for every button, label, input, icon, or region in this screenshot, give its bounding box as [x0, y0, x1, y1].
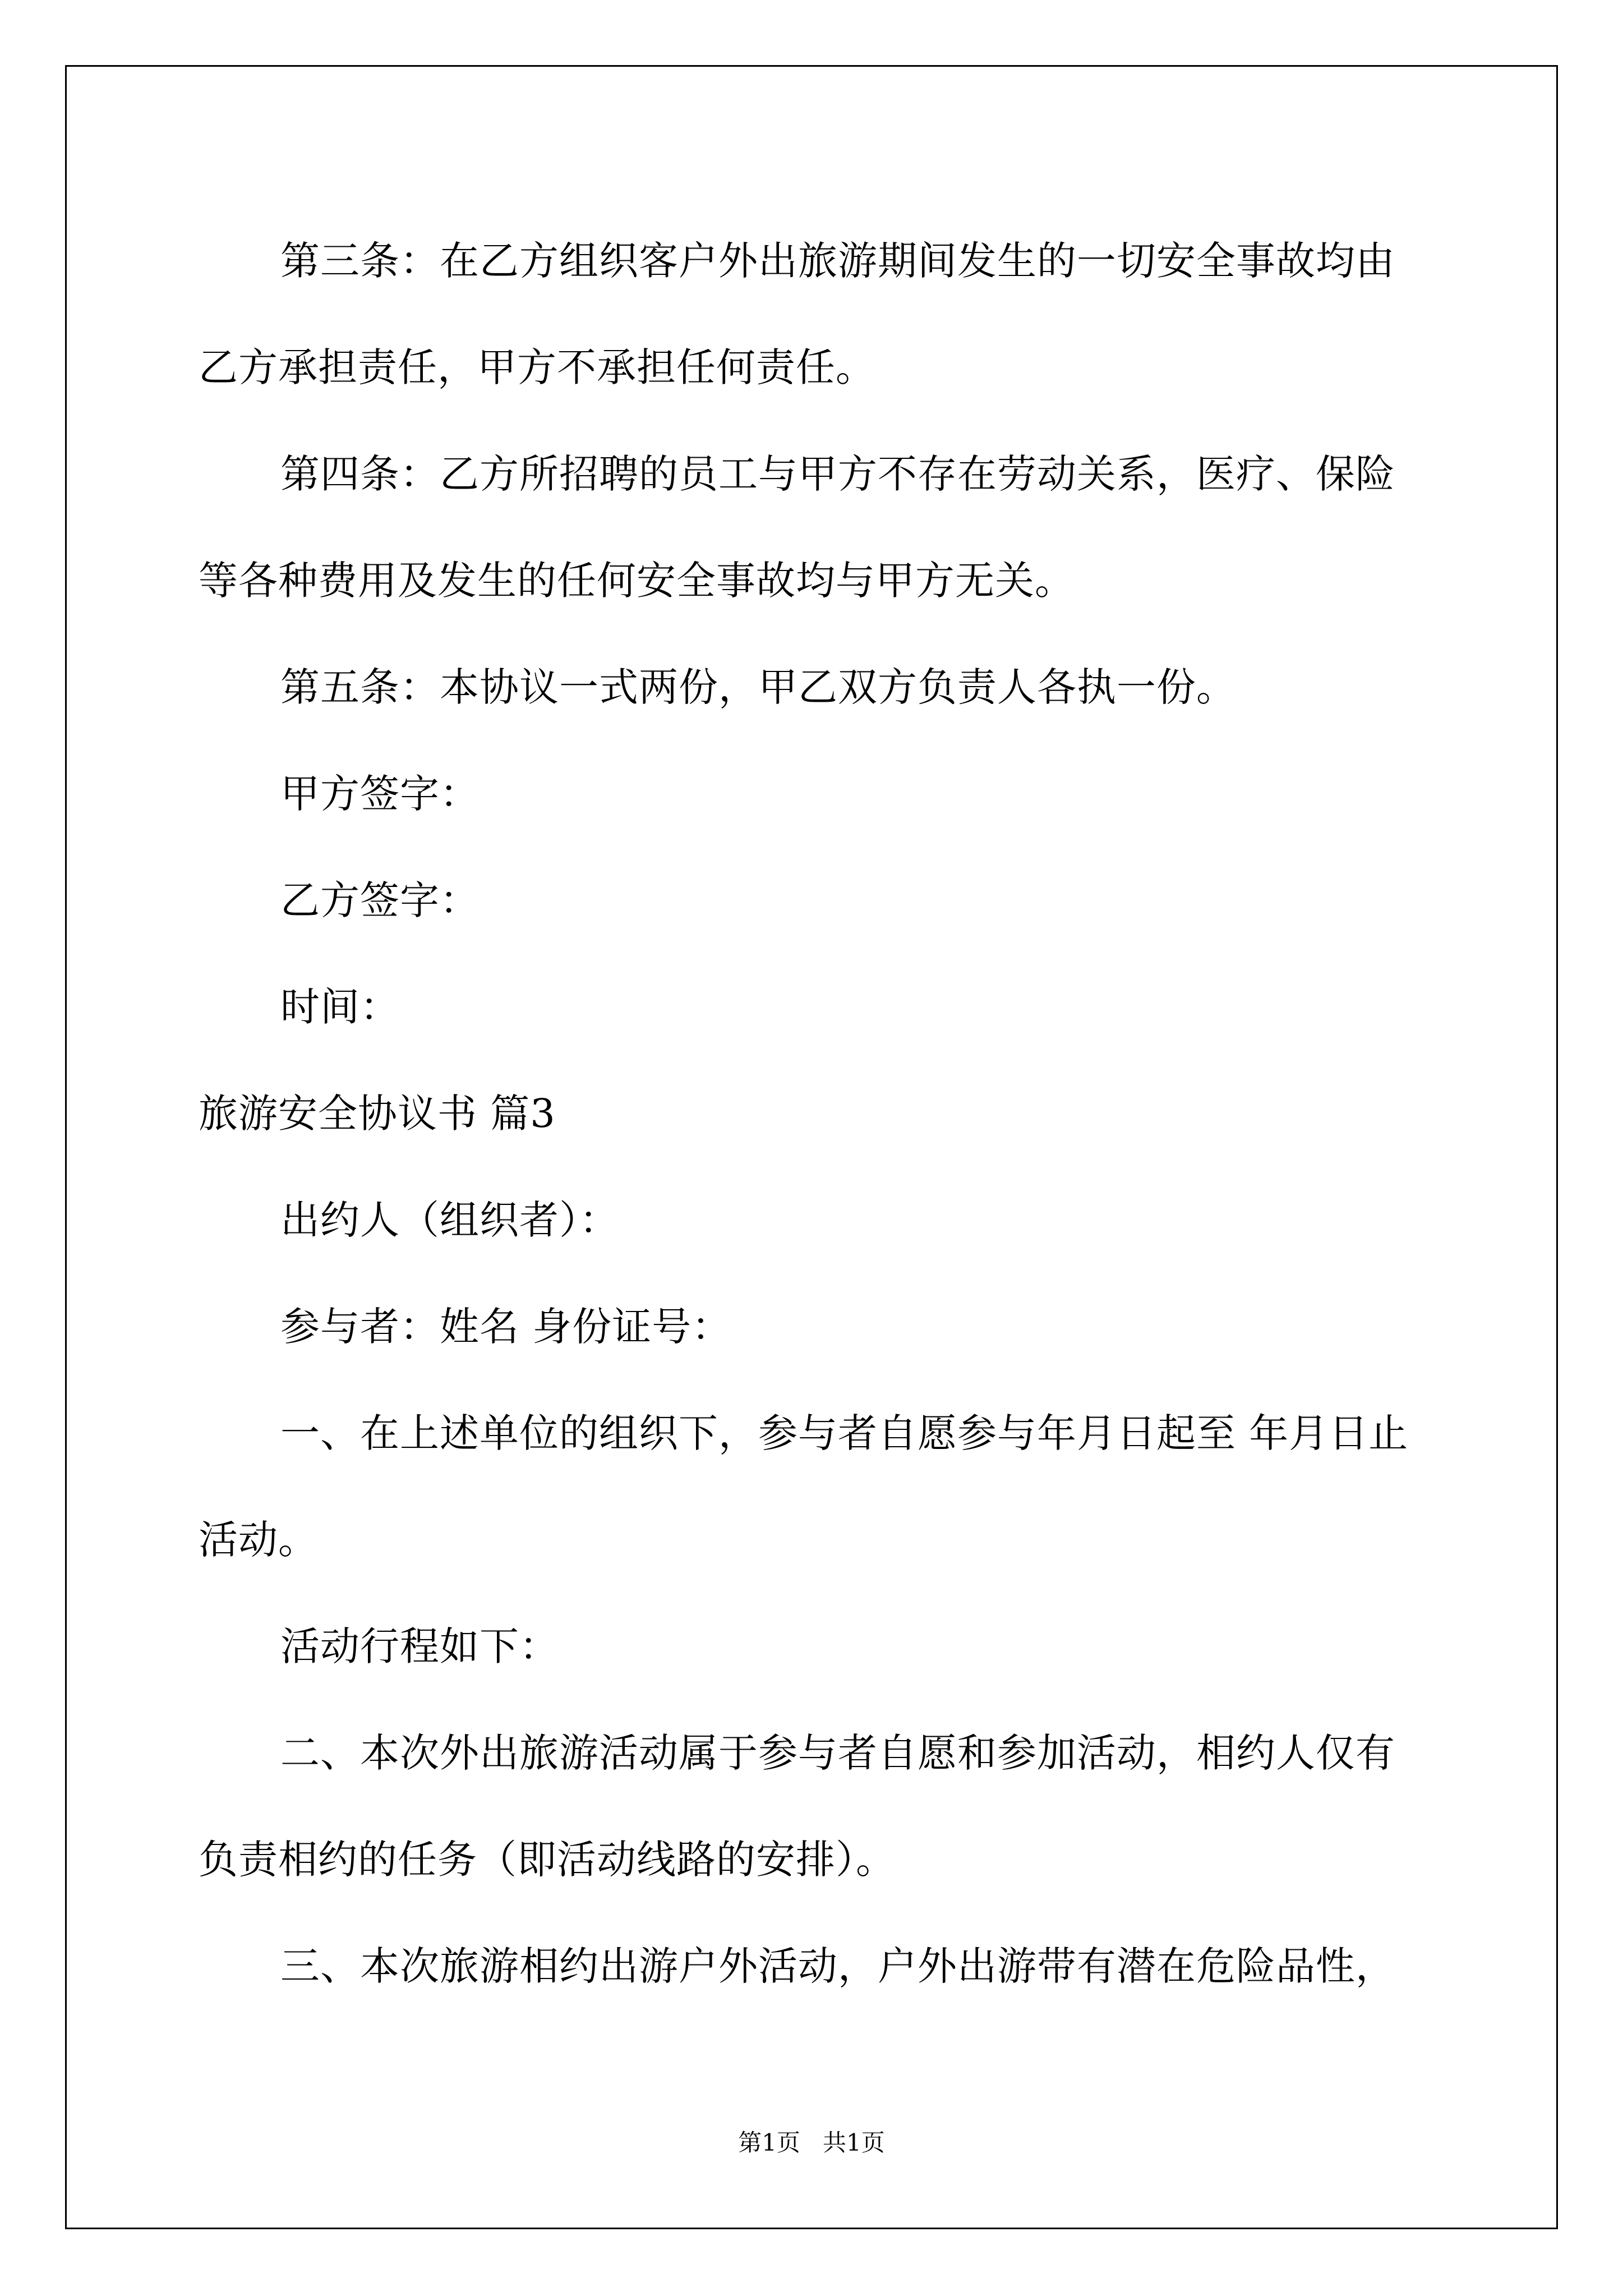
clause-3: 三、本次旅游相约出游户外活动，户外出游带有潜在危险品性， [280, 1943, 1395, 1989]
paragraph-article-3-cont: 乙方承担责任，甲方不承担任何责任。 [199, 344, 875, 390]
paragraph-article-5: 第五条：本协议一式两份，甲乙双方负责人各执一份。 [280, 664, 1236, 710]
organizer-line: 出约人（组织者）： [280, 1197, 619, 1243]
participant-line: 参与者：姓名 身份证号： [280, 1304, 732, 1350]
paragraph-article-4-cont: 等各种费用及发生的任何安全事故均与甲方无关。 [199, 558, 1075, 604]
clause-1: 一、在上述单位的组织下，参与者自愿参与年月日起至 年月日止 [280, 1410, 1409, 1456]
document-body [199, 208, 1427, 2019]
clause-2: 二、本次外出旅游活动属于参与者自愿和参加活动，相约人仅有 [280, 1730, 1395, 1776]
itinerary-line: 活动行程如下： [280, 1623, 559, 1669]
signature-date: 时间： [280, 984, 400, 1030]
section-heading: 旅游安全协议书 篇3 [199, 1091, 556, 1137]
clause-1-cont: 活动。 [199, 1517, 318, 1563]
page-number-footer: 第1页 共1页 [738, 2129, 885, 2156]
clause-2-cont: 负责相约的任务（即活动线路的安排）。 [199, 1837, 896, 1883]
party-a-signature: 甲方签字： [280, 771, 479, 817]
paragraph-article-4: 第四条：乙方所招聘的员工与甲方不存在劳动关系，医疗、保险 [280, 451, 1395, 497]
party-b-signature: 乙方签字： [280, 877, 479, 923]
paragraph-article-3: 第三条：在乙方组织客户外出旅游期间发生的一切安全事故均由 [280, 238, 1395, 284]
